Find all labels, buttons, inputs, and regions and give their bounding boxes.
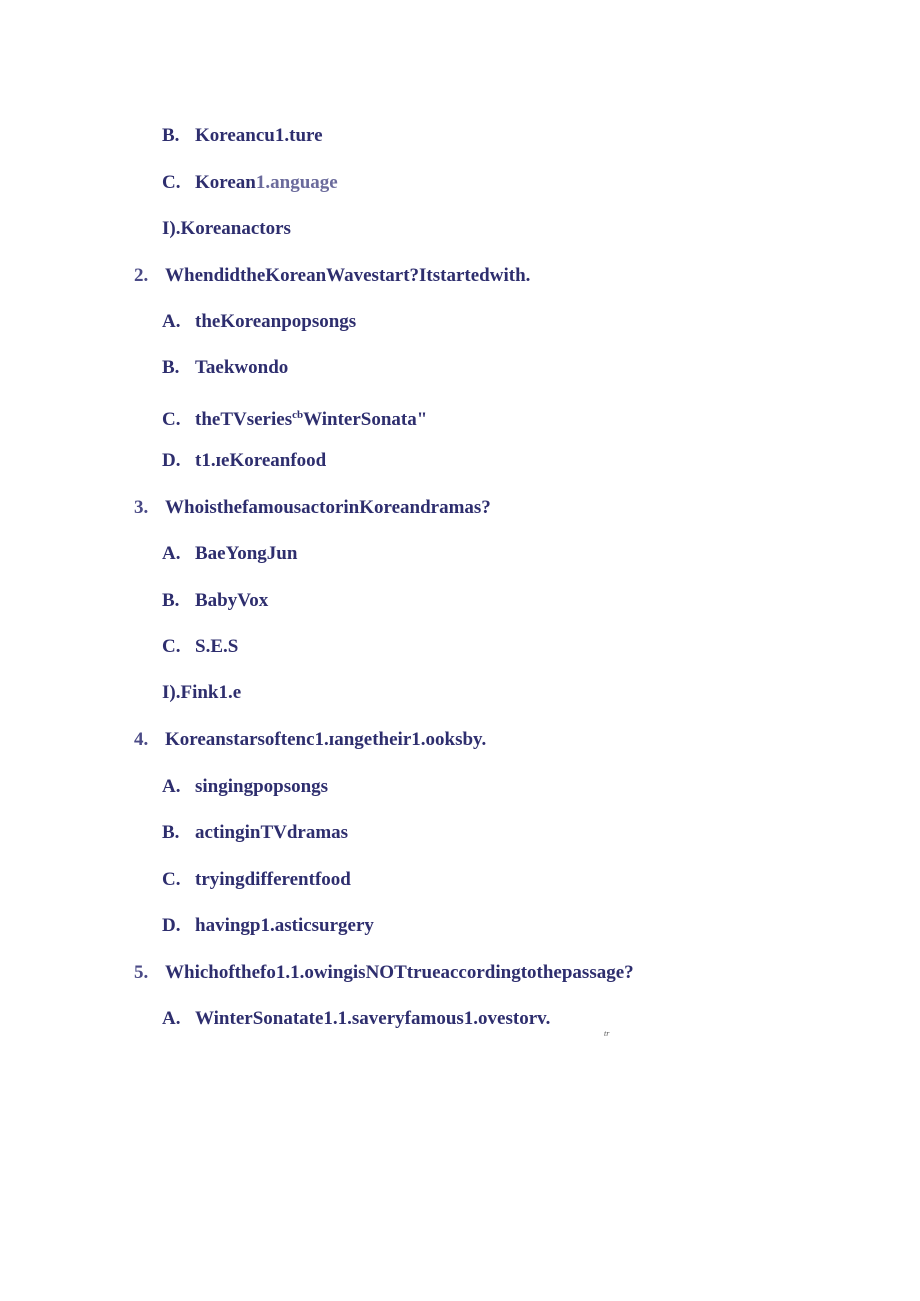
- option-text: I).Koreanactors: [162, 218, 291, 239]
- question-number: 4.: [134, 729, 149, 750]
- option-text: BabyVox: [195, 590, 269, 611]
- option-d-korean-actors: [162, 217, 291, 241]
- stray-mark: tr: [604, 1029, 610, 1038]
- question-text: WhoisthefamousactorinKoreandramas?: [165, 497, 491, 518]
- question-number: 3.: [134, 497, 149, 518]
- question-5: [134, 961, 634, 985]
- question-text: Whichofthefo1.1.owingisNOTtrueaccordingtothepassage?: [165, 962, 634, 983]
- option-text: I).Fink1.e: [162, 682, 242, 703]
- option-label: A.: [162, 776, 181, 797]
- question-3: [134, 496, 491, 520]
- option-text: havingp1.asticsurgery: [195, 915, 374, 936]
- option-label: A.: [162, 1008, 181, 1029]
- option-d: [162, 681, 241, 705]
- option-text: theTVseries: [195, 409, 293, 430]
- option-text: actinginTVdramas: [195, 822, 349, 843]
- option-text: theKoreanpopsongs: [195, 311, 357, 332]
- option-c: [162, 868, 351, 892]
- question-number: 5.: [134, 962, 149, 983]
- option-label: B.: [162, 590, 180, 611]
- option-b: [162, 589, 268, 613]
- option-text: tryingdifferentfood: [195, 869, 351, 890]
- option-text: t1.ɪeKoreanfood: [195, 450, 327, 471]
- option-d: [162, 449, 326, 473]
- option-text-cont: 1.anguage: [255, 172, 338, 193]
- option-text: S.E.S: [195, 636, 239, 657]
- option-label: B.: [162, 357, 180, 378]
- option-d: [162, 914, 374, 938]
- option-label: A.: [162, 543, 181, 564]
- option-label: B.: [162, 125, 180, 146]
- option-text: BaeYongJun: [195, 543, 298, 564]
- option-text: Korean: [195, 172, 256, 193]
- superscript-mark: cb: [292, 409, 304, 421]
- question-4: [134, 728, 486, 752]
- option-label: B.: [162, 822, 180, 843]
- option-a: [162, 775, 328, 799]
- option-text: Taekwondo: [195, 357, 289, 378]
- option-text: WinterSonatate1.1.saveryfamous1.ovestorv.: [195, 1008, 551, 1029]
- option-label: D.: [162, 915, 181, 936]
- option-a: [162, 542, 297, 566]
- option-c-korean-language: [162, 171, 338, 195]
- option-text: Koreancu1.ture: [195, 125, 323, 146]
- question-text: WhendidtheKoreanWavestart?Itstartedwith.: [165, 265, 531, 286]
- option-b: [162, 356, 288, 380]
- option-text-cont: WinterSonata": [303, 409, 428, 430]
- question-text: Koreanstarsoftenc1.ɪangetheir1.ooksby.: [165, 729, 487, 750]
- option-label: C.: [162, 869, 181, 890]
- option-label: C.: [162, 409, 181, 430]
- question-number: 2.: [134, 265, 149, 286]
- option-label: C.: [162, 636, 181, 657]
- question-2: [134, 264, 530, 288]
- option-c: [162, 635, 238, 659]
- option-a: [162, 310, 356, 334]
- option-label: C.: [162, 172, 181, 193]
- option-text: singingpopsongs: [195, 776, 329, 797]
- option-b: [162, 821, 348, 845]
- option-label: D.: [162, 450, 181, 471]
- option-label: A.: [162, 311, 181, 332]
- option-c: [162, 403, 427, 432]
- option-a: [162, 1007, 550, 1031]
- option-b-korean-culture: [162, 124, 323, 148]
